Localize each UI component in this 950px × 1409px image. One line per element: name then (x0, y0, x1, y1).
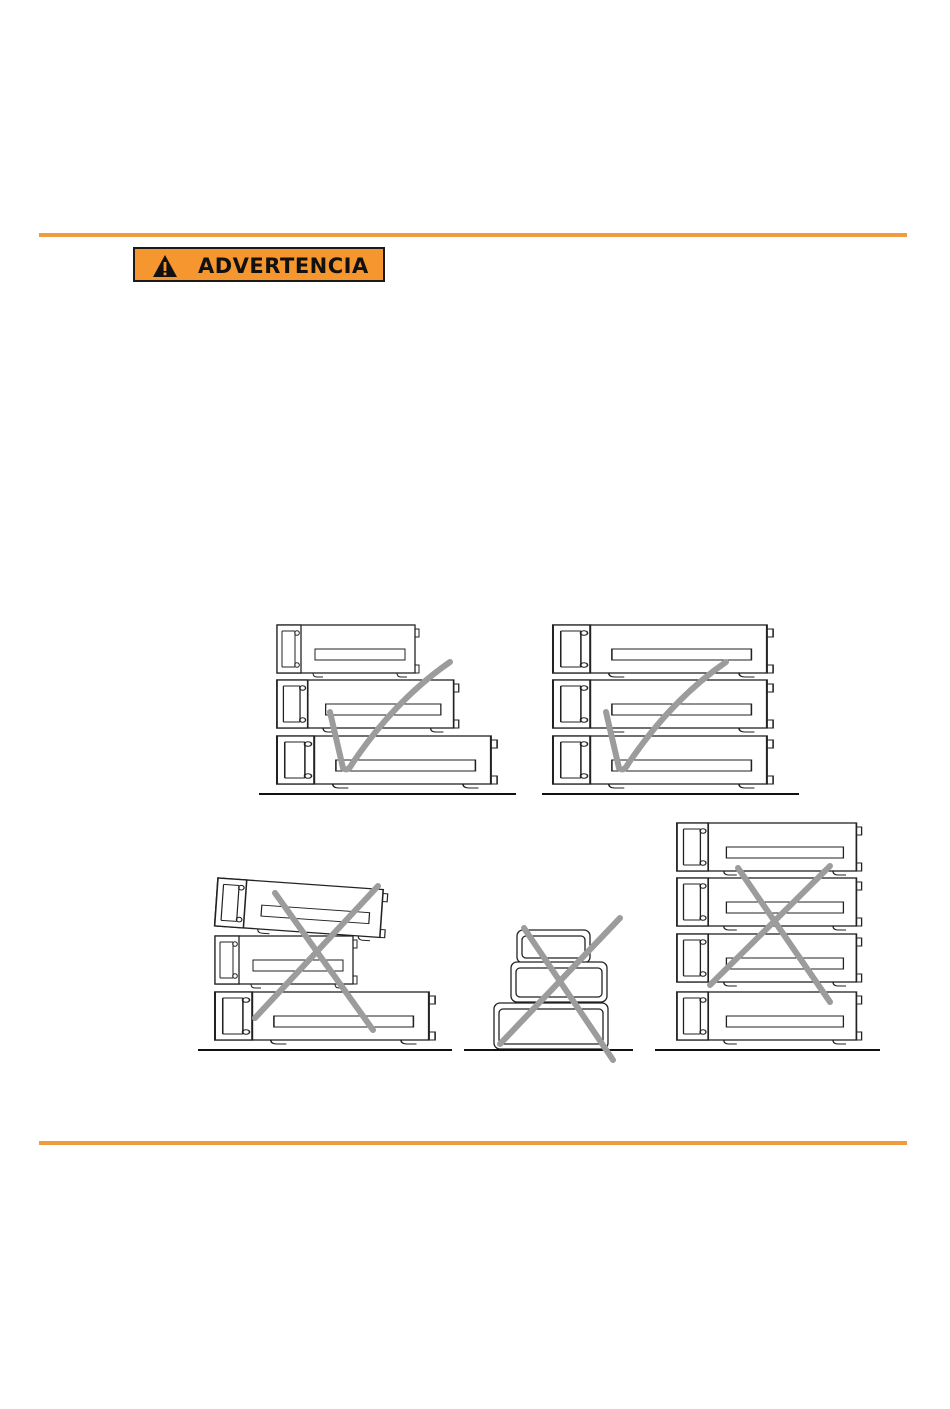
correct-stack-panel-1 (259, 625, 516, 794)
bottom-orange-divider (39, 1141, 907, 1145)
warning-title: ADVERTENCIA (198, 254, 369, 278)
wrong-stack-panel-tilted (198, 878, 452, 1050)
wrong-stack-panel-four (655, 823, 880, 1050)
wrong-stack-panel-small (464, 918, 633, 1060)
correct-stack-panel-2 (542, 625, 799, 794)
